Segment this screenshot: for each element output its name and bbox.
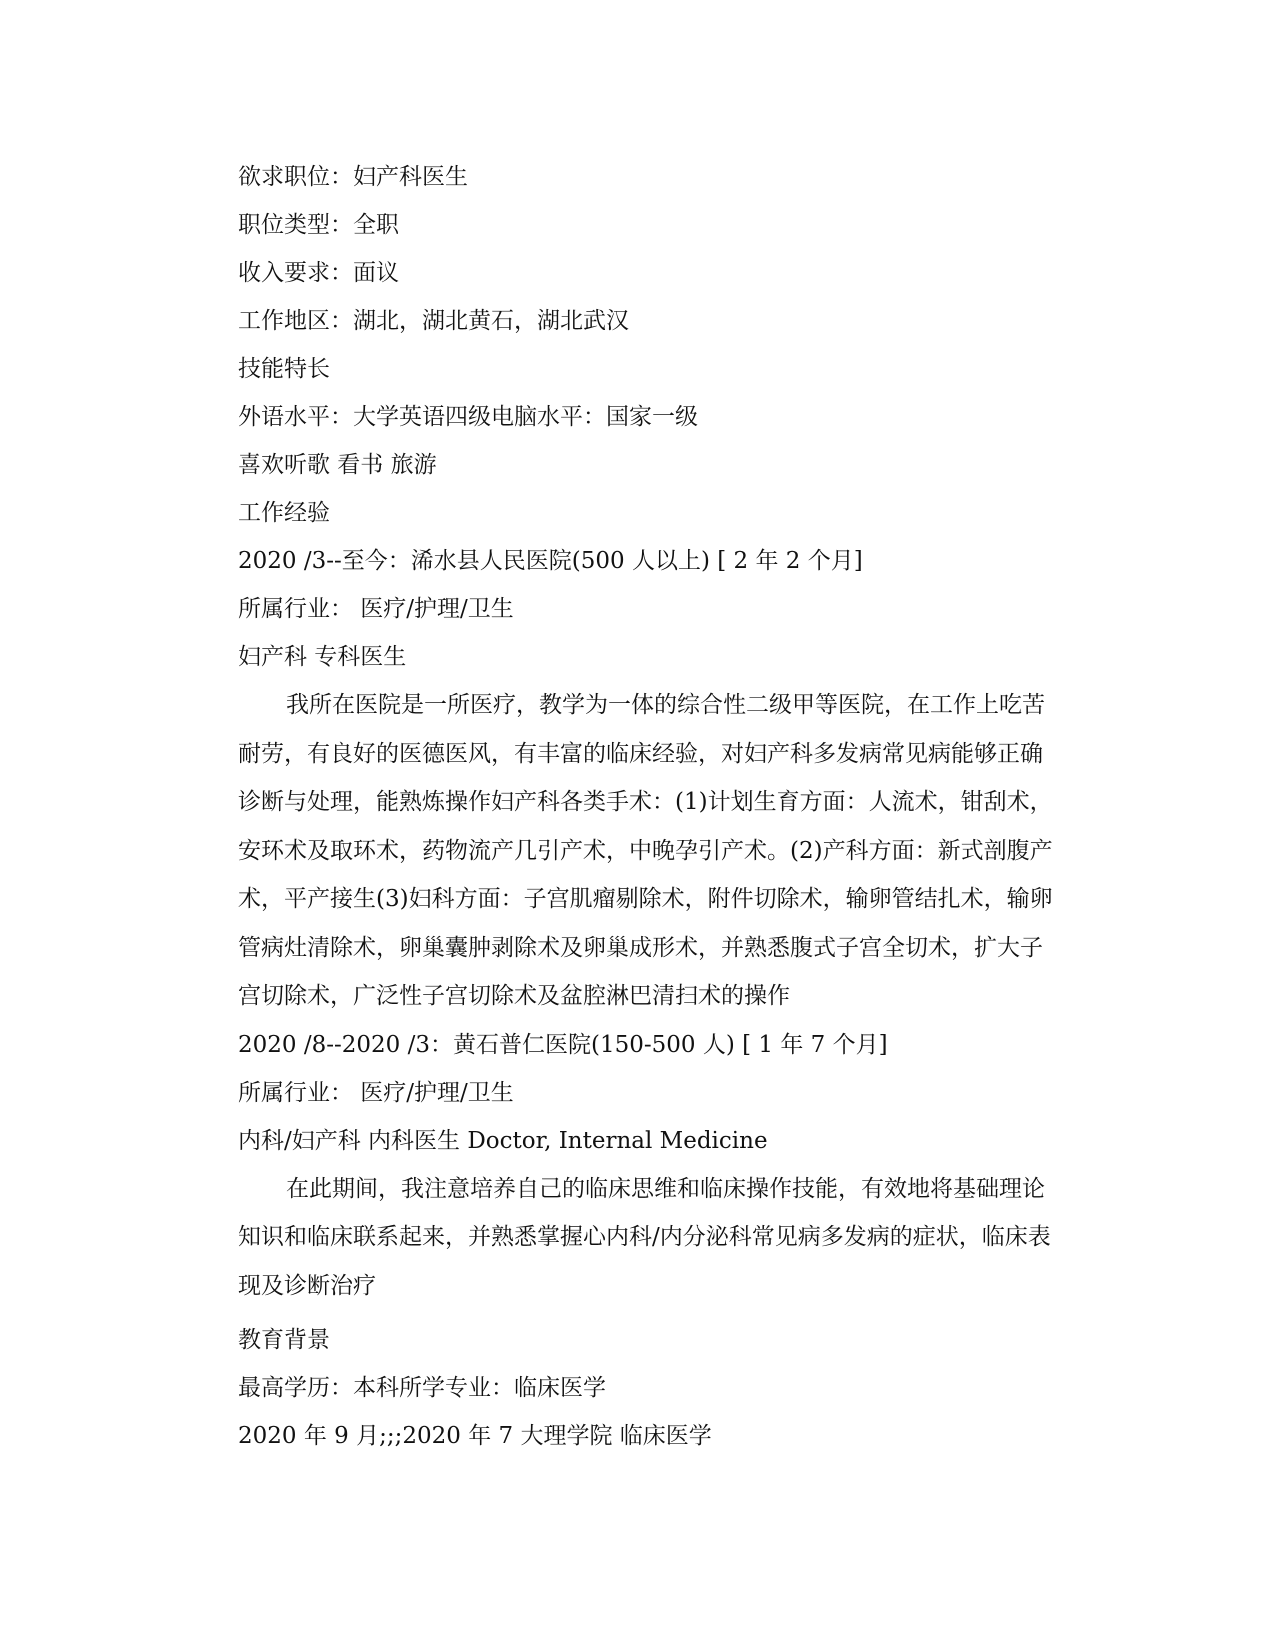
work-region: 工作地区：湖北，湖北黄石，湖北武汉 xyxy=(238,308,629,334)
job-description-line: 在此期间，我注意培养自己的临床思维和临床操作技能，有效地将基础理论 xyxy=(286,1175,1045,1202)
job-description-line: 我所在医院是一所医疗，教学为一体的综合性二级甲等医院，在工作上吃苦 xyxy=(286,692,1045,718)
job-period: 2020 /3--至今：浠水县人民医院(500 人以上) [ 2 年 2 个月] xyxy=(238,548,863,574)
desired-position: 欲求职位：妇产科医生 xyxy=(238,164,468,190)
job-description xyxy=(190,681,1070,1021)
language-level: 外语水平：大学英语四级电脑水平：国家一级 xyxy=(238,404,698,430)
job-industry: 所属行业： 医疗/护理/卫生 xyxy=(238,596,514,622)
job-description xyxy=(190,1165,1070,1311)
job-description-line: 诊断与处理，能熟炼操作妇产科各类手术：(1)计划生育方面：人流术，钳刮术， xyxy=(238,789,1053,815)
position-type: 职位类型：全职 xyxy=(238,212,399,238)
highest-degree: 最高学历：本科所学专业：临床医学 xyxy=(238,1375,606,1401)
job-description-line: 耐劳，有良好的医德医风，有丰富的临床经验，对妇产科多发病常见病能够正确 xyxy=(238,740,1043,767)
job-description-line: 管病灶清除术，卵巢囊肿剥除术及卵巢成形术，并熟悉腹式子宫全切术，扩大子 xyxy=(238,934,1043,961)
job-description-line: 术，平产接生(3)妇科方面：子宫肌瘤剔除术，附件切除术，输卵管结扎术，输卵 xyxy=(238,886,1053,912)
job-description-line: 安环术及取环术，药物流产几引产术，中晚孕引产术。(2)产科方面：新式剖腹产 xyxy=(238,837,1053,864)
job-description-line: 现及诊断治疗 xyxy=(238,1272,376,1299)
job-department-title: 内科/妇产科 内科医生 Doctor, Internal Medicine xyxy=(238,1127,768,1154)
job-description-line: 宫切除术，广泛性子宫切除术及盆腔淋巴清扫术的操作 xyxy=(238,983,790,1009)
job-industry: 所属行业： 医疗/护理/卫生 xyxy=(238,1079,514,1106)
resume-content xyxy=(190,153,1070,1460)
income-requirement: 收入要求：面议 xyxy=(238,260,399,286)
job-description-line: 知识和临床联系起来，并熟悉掌握心内科/内分泌科常见病多发病的症状，临床表 xyxy=(238,1224,1051,1250)
education-entry: 2020 年 9 月;;;2020 年 7 大理学院 临床医学 xyxy=(238,1423,712,1449)
job-department-title: 妇产科 专科医生 xyxy=(238,644,407,670)
skills-heading: 技能特长 xyxy=(238,356,330,382)
hobbies: 喜欢听歌 看书 旅游 xyxy=(238,452,437,478)
experience-heading: 工作经验 xyxy=(238,500,330,526)
education-heading: 教育背景 xyxy=(238,1327,330,1353)
job-period: 2020 /8--2020 /3：黄石普仁医院(150-500 人) [ 1 年 7 个月] xyxy=(238,1031,888,1058)
